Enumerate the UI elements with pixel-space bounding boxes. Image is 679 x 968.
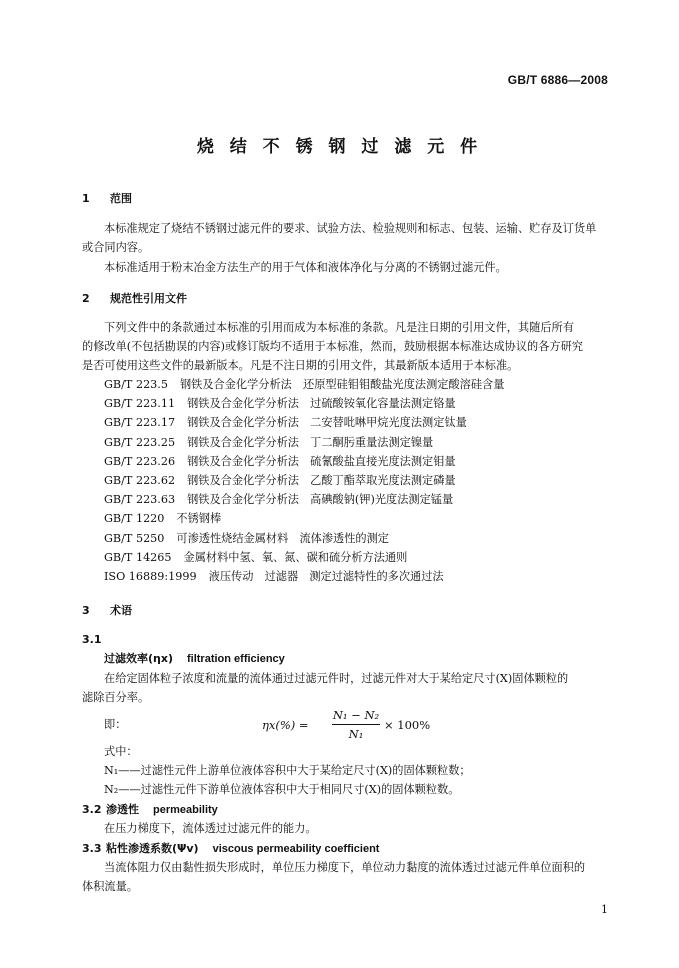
reference-item: [104, 512, 221, 526]
formula-denominator: N₁: [348, 727, 364, 741]
term-en: viscous permeability coefficient: [212, 843, 380, 855]
term-en: permeability: [153, 804, 218, 816]
section-2-heading: [82, 292, 187, 306]
s2-paragraph-line-1: 下列文件中的条款通过本标准的引用而成为本标准的条款。凡是注日期的引用文件，其随后所有: [104, 321, 574, 334]
reference-code: GB/T 223.63: [104, 493, 176, 507]
page-number: 1: [601, 903, 608, 916]
term-3-3: [82, 842, 379, 856]
section-title: 规范性引用文件: [110, 292, 187, 305]
reference-code: GB/T 223.62: [104, 474, 176, 487]
term-zh: 过滤效率(ηx): [104, 652, 173, 665]
reference-title: 钢铁及合金化学分析法 过硫酸铵氧化容量法测定铬量: [187, 397, 456, 411]
reference-code: GB/T 5250: [104, 531, 165, 545]
formula-numerator: N₁ − N₂: [332, 708, 380, 722]
reference-title: 钢铁及合金化学分析法 高碘酸钠(钾)光度法测定锰量: [187, 493, 454, 507]
reference-title: 钢铁及合金化学分析法 硫氰酸盐直接光度法测定钼量: [187, 454, 456, 468]
reference-title: 钢铁及合金化学分析法 乙酸丁酯萃取光度法测定磷量: [187, 474, 456, 487]
reference-code: GB/T 223.5: [104, 378, 168, 391]
reference-item: [104, 436, 433, 450]
reference-title: 金属材料中氢、氧、氮、碳和硫分析方法通则: [183, 550, 408, 564]
formula-fraction: [332, 708, 380, 741]
section-title: 术语: [110, 604, 132, 617]
s1-paragraph-1-line-1: 本标准规定了烧结不锈钢过滤元件的要求、试验方法、检验规则和标志、包装、运输、贮存及订货单: [104, 222, 597, 235]
reference-item: [104, 474, 456, 488]
term-3-1: [104, 652, 285, 666]
section-number: 1: [82, 192, 90, 205]
reference-code: GB/T 223.17: [104, 416, 176, 430]
term-3-1-definition-line-2: 滤除百分率。: [82, 691, 150, 704]
reference-code: GB/T 223.11: [104, 397, 176, 411]
variable-n2-definition: N₂——过滤性元件下游单位液体容积中大于相同尺寸(X)的固体颗粒数。: [104, 783, 460, 796]
s2-paragraph-line-3: 是否可使用这些文件的最新版本。凡是不注日期的引用文件，其最新版本适用于本标准。: [82, 359, 519, 372]
standard-code: GB/T 6886—2008: [507, 73, 608, 87]
reference-title: 不锈钢棒: [176, 512, 222, 526]
term-3-3-definition-line-1: 当流体阻力仅由黏性损失形成时，单位压力梯度下，单位动力黏度的流体透过过滤元件单位面积的: [104, 861, 586, 874]
s1-paragraph-2: 本标准适用于粉末冶金方法生产的用于气体和液体净化与分离的不锈钢过滤元件。: [104, 261, 507, 274]
reference-item: [104, 551, 407, 565]
term-3-1-definition-line-1: 在给定固体粒子浓度和流量的流体通过过滤元件时，过滤元件对大于某给定尺寸(X)固体颗粒的: [104, 672, 569, 685]
reference-item: [104, 570, 444, 584]
term-zh: 渗透性: [106, 803, 139, 816]
section-number: 3: [82, 604, 90, 617]
subclause-3-1-number: 3.1: [82, 633, 102, 646]
reference-item: [104, 455, 456, 469]
reference-code: GB/T 14265: [104, 550, 172, 564]
term-en: filtration efficiency: [186, 653, 285, 665]
reference-item: [104, 397, 456, 411]
formula-rhs: × 100%: [384, 718, 431, 732]
s2-paragraph-line-2: 的修改单(不包括勘误的内容)或修订版均不适用于本标准，然而，鼓励根据本标准达成协议的各方研究: [82, 340, 583, 353]
reference-title: 可渗透性烧结金属材料 流体渗透性的测定: [176, 531, 389, 545]
variable-n1-definition: N₁——过滤性元件上游单位液体容积中大于某给定尺寸(X)的固体颗粒数；: [104, 764, 471, 777]
reference-title: 钢铁及合金化学分析法 丁二酮肟重量法测定镍量: [187, 435, 434, 449]
section-3-heading: [82, 604, 132, 618]
reference-code: GB/T 223.26: [104, 454, 176, 468]
reference-item: [104, 493, 453, 507]
s1-paragraph-1-line-2: 或合同内容。: [82, 241, 150, 254]
formula-lhs: ηx(%) =: [262, 718, 309, 732]
term-3-2: [82, 803, 218, 817]
subclause-number: 3.3: [82, 842, 102, 855]
document-title: 烧 结 不 锈 钢 过 滤 元 件: [196, 137, 483, 157]
section-title: 范围: [110, 192, 132, 205]
fraction-bar: [332, 724, 380, 725]
formula-intro: 即：: [104, 718, 127, 731]
reference-item: [104, 416, 467, 430]
reference-title: 液压传动 过滤器 测定过滤特性的多次通过法: [208, 570, 444, 583]
term-3-3-definition-line-2: 体积流量。: [82, 880, 138, 893]
reference-code: GB/T 223.25: [104, 435, 176, 449]
section-1-heading: [82, 192, 132, 206]
reference-title: 钢铁及合金化学分析法 还原型硅钼钼酸盐光度法测定酸溶硅含量: [179, 378, 505, 391]
term-zh: 粘性渗透系数(Ψv): [106, 842, 199, 855]
reference-item: [104, 378, 504, 392]
reference-code: ISO 16889:1999: [104, 570, 197, 583]
reference-code: GB/T 1220: [104, 512, 165, 526]
where-label: 式中：: [104, 745, 138, 758]
subclause-number: 3.2: [82, 803, 102, 816]
reference-title: 钢铁及合金化学分析法 二安替吡啉甲烷光度法测定钛量: [187, 416, 467, 430]
term-3-2-definition: 在压力梯度下，流体透过过滤元件的能力。: [104, 822, 317, 835]
section-number: 2: [82, 292, 90, 305]
reference-item: [104, 532, 389, 546]
